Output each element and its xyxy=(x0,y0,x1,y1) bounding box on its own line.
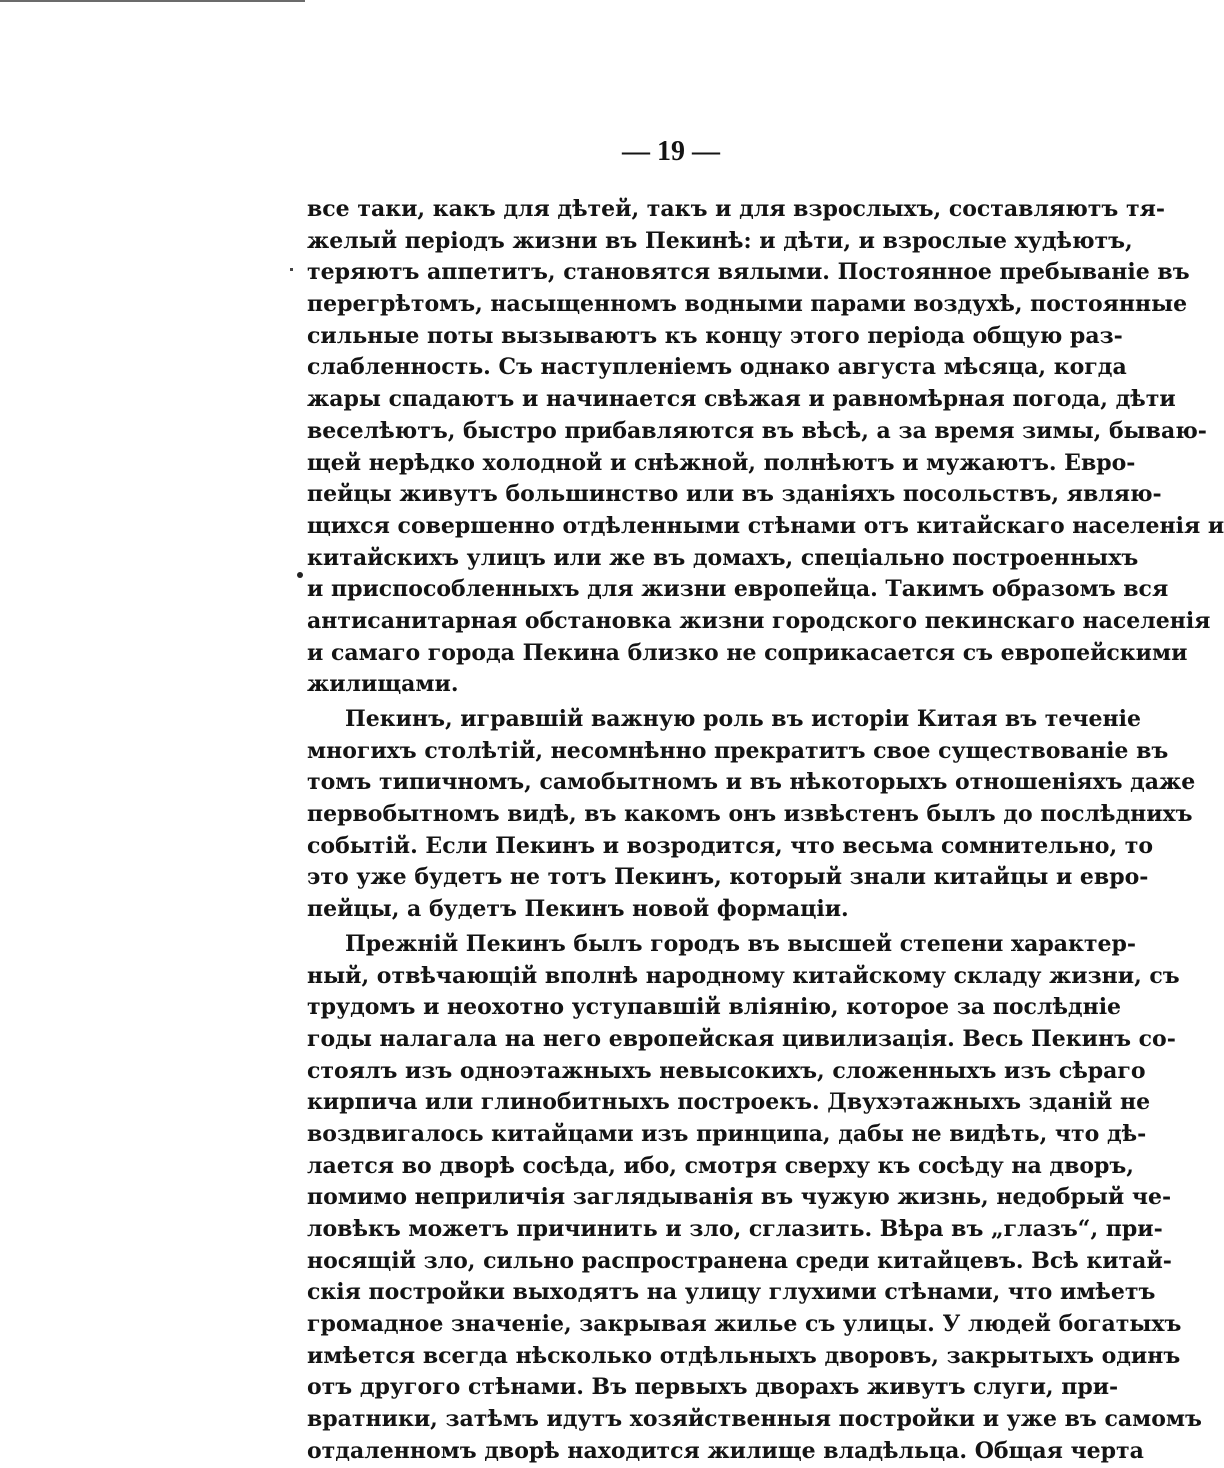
text-line: Прежній Пекинъ былъ городъ въ высшей степени характер- xyxy=(345,930,1137,957)
text-line: пейцы живутъ большинство или въ зданіяхъ посольствъ, являю- xyxy=(307,481,1162,508)
body-text xyxy=(307,194,1224,1468)
text-line: жилищами. xyxy=(307,671,459,698)
text-line: и самаго города Пекина близко не соприкасается съ европейскими xyxy=(307,639,1188,666)
text-line: жары спадаютъ и начинается свѣжая и равномѣрная погода, дѣти xyxy=(307,386,1176,413)
text-line: носящій зло, сильно распространена среди китайцевъ. Всѣ китай- xyxy=(307,1247,1172,1274)
text-line: томъ типичномъ, самобытномъ и въ нѣкоторыхъ отношеніяхъ даже xyxy=(307,769,1196,796)
text-line: слабленность. Съ наступленіемъ однако августа мѣсяца, когда xyxy=(307,354,1127,381)
text-line: это уже будетъ не тотъ Пекинъ, который знали китайцы и евро- xyxy=(307,864,1149,891)
text-line: щей нерѣдко холодной и снѣжной, полнѣютъ и мужаютъ. Евро- xyxy=(307,449,1136,476)
text-line: громадное значеніе, закрывая жилье съ улицы. У людей богатыхъ xyxy=(307,1311,1182,1338)
text-line: и приспособленныхъ для жизни европейца. Такимъ образомъ вся xyxy=(307,576,1169,603)
text-line: воздвигалось китайцами изъ принципа, дабы не видѣть, что дѣ- xyxy=(307,1120,1147,1147)
text-line: лается во дворѣ сосѣда, ибо, смотря сверху къ сосѣду на дворъ, xyxy=(307,1152,1134,1179)
paragraph-3 xyxy=(307,929,1202,1468)
text-line: Пекинъ, игравшій важную роль въ исторіи Китая въ теченіе xyxy=(345,706,1141,732)
paragraph-2 xyxy=(307,704,1196,926)
page-number: — 19 — xyxy=(622,136,720,167)
text-line: ный, отвѣчающій вполнѣ народному китайскому складу жизни, съ xyxy=(307,962,1180,989)
text-line: кирпича или глинобитныхъ построекъ. Двухэтажныхъ зданій не xyxy=(307,1089,1151,1116)
text-line: веселѣютъ, быстро прибавляются въ вѣсѣ, а за время зимы, бываю- xyxy=(307,417,1207,444)
text-line: теряютъ аппетитъ, становятся вялыми. Постоянное пребываніе въ xyxy=(307,259,1190,286)
text-line: китайскихъ улицъ или же въ домахъ, спеціально построенныхъ xyxy=(307,544,1139,571)
paragraph-1 xyxy=(307,194,1224,701)
text-line: отдаленномъ дворѣ находится жилище владѣльца. Общая черта xyxy=(307,1437,1144,1464)
text-line: имѣется всегда нѣсколько отдѣльныхъ дворовъ, закрытыхъ одинъ xyxy=(307,1342,1181,1369)
text-line: желый періодъ жизни въ Пекинѣ: и дѣти, и взрослые худѣютъ, xyxy=(307,227,1133,254)
text-line: пейцы, а будетъ Пекинъ новой формаціи. xyxy=(307,896,849,923)
text-line: антисанитарная обстановка жизни городского пекинскаго населенія xyxy=(307,607,1211,634)
text-line: сильные поты вызываютъ къ концу этого періода общую раз- xyxy=(307,322,1123,349)
text-line: отъ другого стѣнами. Въ первыхъ дворахъ живутъ слуги, при- xyxy=(307,1374,1119,1401)
text-line: событій. Если Пекинъ и возродится, что весьма сомнительно, то xyxy=(307,832,1154,859)
margin-dot xyxy=(297,572,303,578)
text-line: скія постройки выходятъ на улицу глухими стѣнами, что имѣетъ xyxy=(307,1279,1156,1306)
text-line: многихъ столѣтій, несомнѣнно прекратитъ свое существованіе въ xyxy=(307,737,1169,764)
text-line: годы налагала на него европейская цивилизація. Весь Пекинъ со- xyxy=(307,1025,1176,1052)
text-line: помимо неприличія заглядыванія въ чужую жизнь, недобрый че- xyxy=(307,1184,1172,1211)
text-line: трудомъ и неохотно уступавшій вліянію, которое за послѣдніе xyxy=(307,994,1122,1021)
text-line: стоялъ изъ одноэтажныхъ невысокихъ, сложенныхъ изъ сѣраго xyxy=(307,1057,1146,1084)
text-line: первобытномъ видѣ, въ какомъ онъ извѣстенъ былъ до послѣднихъ xyxy=(307,801,1193,828)
text-line: перегрѣтомъ, насыщенномъ водными парами воздухѣ, постоянные xyxy=(307,291,1188,318)
text-line: вратники, затѣмъ идутъ хозяйственныя постройки и уже въ самомъ xyxy=(307,1406,1202,1433)
text-line: все таки, какъ для дѣтей, такъ и для взрослыхъ, составляютъ тя- xyxy=(307,196,1165,222)
text-line: ловѣкъ можетъ причинить и зло, сглазить. Вѣра въ „глазъ“, при- xyxy=(307,1216,1163,1242)
margin-speck xyxy=(290,268,293,271)
text-line: щихся совершенно отдѣленными стѣнами отъ китайскаго населенія и xyxy=(307,512,1224,539)
top-edge-rule xyxy=(0,0,305,2)
